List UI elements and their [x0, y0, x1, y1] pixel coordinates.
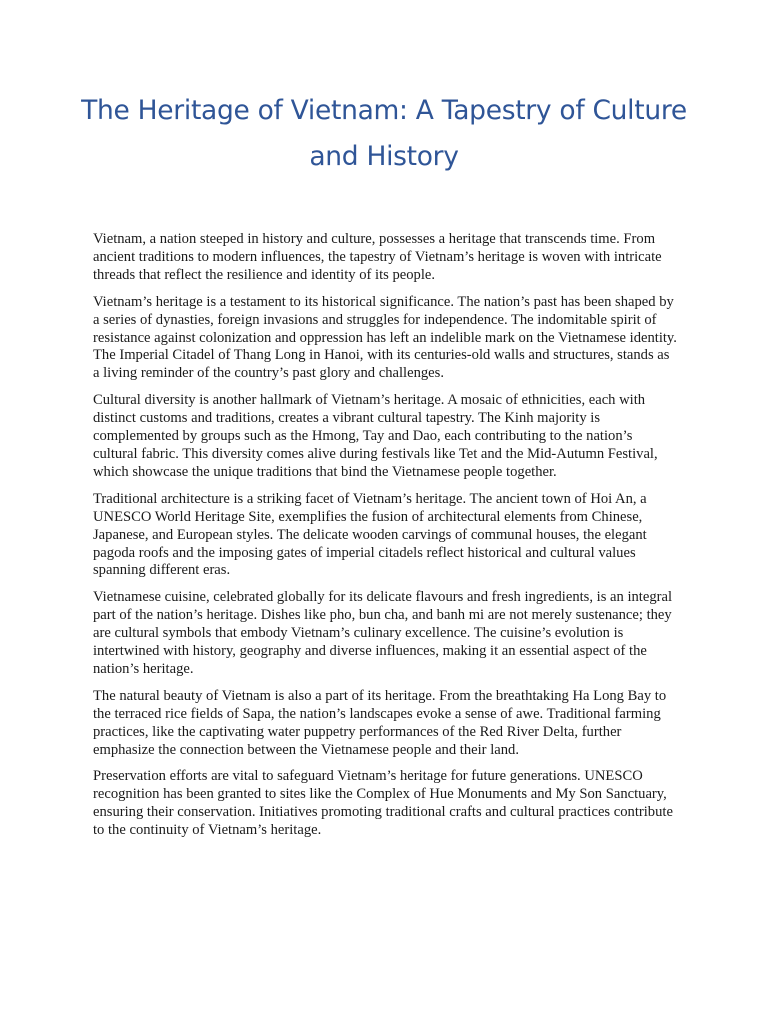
paragraph-cuisine: Vietnamese cuisine, celebrated globally for its delicate flavours and fresh ingredients, is an integral part of the nation’s heritage. Dishes like pho, bun cha, and banh mi are not merely sustenance; they are cultural symbols that embody Vietnam’s culinary excellence. The cuisine’s evolution is intertwined with history, geography and diverse influences, making it an essential aspect of the nation’s heritage.	[93, 589, 673, 677]
paragraph-natural-beauty: The natural beauty of Vietnam is also a part of its heritage. From the breathtaking Ha Long Bay to the terraced rice fields of Sapa, the nation’s landscapes evoke a sense of awe. Traditional farming practices, like the captivating water puppetry performances of the Red River Delta, further emphasize the connection between the Vietnamese people and their land.	[93, 687, 667, 758]
paragraph-architecture: Traditional architecture is a striking facet of Vietnam’s heritage. The ancient town of Hoi An, a UNESCO World Heritage Site, exemplifies the fusion of architectural elements from Chinese, Japanese, and European styles. The delicate wooden carvings of communal houses, the elegant pagoda roofs and the imposing gates of imperial citadels reflect historical and cultural values spanning different eras.	[93, 490, 647, 579]
document-body	[93, 231, 678, 849]
paragraph-preservation: Preservation efforts are vital to safeguard Vietnam’s heritage for future generations. UNESCO recognition has been granted to sites like the Complex of Hue Monuments and My Son Sanctuary, ensuring their conservation. Initiatives promoting traditional crafts and cultural practices contribute to the continuity of Vietnam’s heritage.	[93, 768, 673, 839]
page-title: The Heritage of Vietnam: A Tapestry of Culture and History	[81, 95, 687, 172]
paragraph-cultural-diversity: Cultural diversity is another hallmark of Vietnam’s heritage. A mosaic of ethnicities, each with distinct customs and traditions, creates a vibrant cultural tapestry. The Kinh majority is complemented by groups such as the Hmong, Tay and Dao, each contributing to the nation’s cultural fabric. This diversity comes alive during festivals like Tet and the Mid-Autumn Festival, which showcase the unique traditions that bind the Vietnamese people together.	[93, 392, 658, 480]
paragraph-intro: Vietnam, a nation steeped in history and culture, possesses a heritage that transcends time. From ancient traditions to modern influences, the tapestry of Vietnam’s heritage is woven with intricate threads that reflect the resilience and identity of its people.	[93, 231, 662, 283]
paragraph-history: Vietnam’s heritage is a testament to its historical significance. The nation’s past has been shaped by a series of dynasties, foreign invasions and struggles for independence. The indomitable spirit of resistance against colonization and oppression has left an indelible mark on the Vietnamese identity. The Imperial Citadel of Thang Long in Hanoi, with its centuries-old walls and structures, stands as a living reminder of the country’s past glory and challenges.	[93, 293, 677, 382]
